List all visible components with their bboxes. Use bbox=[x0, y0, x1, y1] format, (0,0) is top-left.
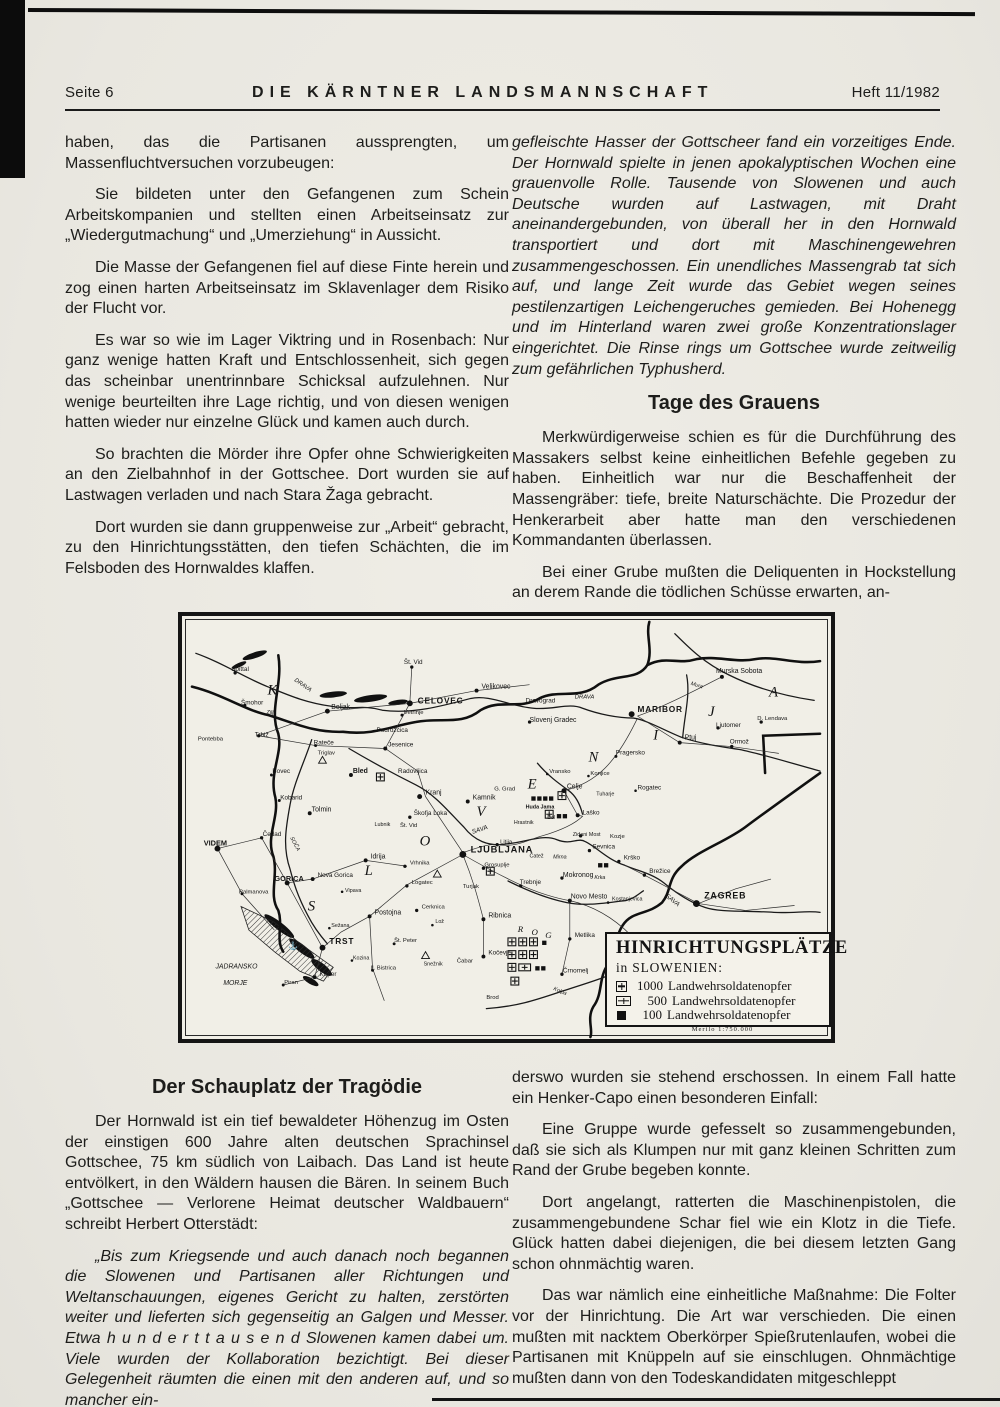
map-city-dot bbox=[629, 711, 635, 717]
map-label: Bovec bbox=[272, 768, 291, 776]
map-label: Kranj bbox=[425, 789, 442, 797]
map-label: MARIBOR bbox=[637, 704, 683, 715]
map-label: Piran bbox=[284, 980, 298, 987]
map-label: S bbox=[307, 898, 316, 915]
map-label: Krško bbox=[623, 854, 641, 862]
scan-artifact-top-line bbox=[28, 8, 975, 16]
paragraph: Bei einer Grube mußten die Deliquenten in Hockstellung an derem Rande die tödlichen Schüsse erwarten, an- bbox=[512, 563, 956, 602]
map-label: Dol bbox=[547, 815, 556, 822]
map-label: E bbox=[527, 776, 538, 793]
map-label: Koper bbox=[319, 971, 337, 979]
execution-site-1000-icon bbox=[509, 964, 515, 970]
map-label: Lubnik bbox=[374, 822, 391, 829]
map-label: Zidani Most bbox=[572, 831, 601, 838]
paragraph: So brachten die Mörder ihre Opfer ohne Schwierigkeiten an den Zielbahnhof in der Gottschee. Dort wurden sie auf Lastwagen verladen und nach Stara Žaga gebracht. bbox=[65, 445, 509, 504]
map-label: Mokronog bbox=[562, 872, 594, 880]
map-city-dot bbox=[341, 891, 344, 894]
map-label: Ormož bbox=[729, 738, 749, 746]
map-label: Hrastnik bbox=[513, 820, 534, 827]
map-label: Slovenj Gradec bbox=[529, 716, 577, 724]
execution-site-100-icon bbox=[542, 941, 546, 945]
execution-site-100-icon bbox=[541, 966, 545, 970]
map-label: Zilja bbox=[266, 710, 277, 717]
map-label: Škofja Loka bbox=[413, 810, 447, 818]
map-city-dot bbox=[643, 873, 646, 876]
map-city-dot bbox=[408, 816, 411, 819]
paragraph: haben, das die Partisanen aussprengten, um Massenfluchtversuchen vorzubeugen: bbox=[65, 134, 509, 172]
execution-site-1000-icon bbox=[531, 939, 537, 945]
map-label: Tuharje bbox=[596, 791, 615, 798]
map-label: Radovljica bbox=[398, 768, 428, 776]
execution-site-100-icon bbox=[537, 796, 541, 800]
legend-label: Landwehrsoldatenopfer bbox=[667, 1007, 791, 1022]
map-label: G bbox=[545, 929, 553, 940]
map-label: Kozje bbox=[610, 833, 625, 840]
execution-site-1000-icon bbox=[520, 952, 526, 958]
legend-count: 500 bbox=[647, 992, 667, 1008]
execution-site-1000-icon bbox=[509, 939, 515, 945]
map-city-dot bbox=[431, 924, 434, 927]
map-label: Lož bbox=[435, 919, 445, 926]
legend-count: 1000 bbox=[637, 978, 663, 993]
map-label: SOČA bbox=[288, 835, 301, 853]
map-label: SAVA bbox=[663, 892, 681, 909]
map-label: Kamnik bbox=[472, 794, 496, 802]
execution-site-100-icon bbox=[543, 796, 547, 800]
legend-row bbox=[616, 979, 829, 994]
map-city-dot bbox=[311, 877, 315, 881]
paragraph: Das war nämlich eine einheitliche Maßnahme: Die Folter vor der Hinrichtung. Die Art war verschieden. Die einen mußten mit nacktem Oberkörper Spießrutenlaufen, wobei die Partisanen mit Knüppeln auf sie einschlugen. Ohnmächtige mußten dann von den Todeskandidaten mitgeschleppt bbox=[512, 1287, 956, 1387]
execution-site-100-icon bbox=[563, 814, 567, 818]
map-city-dot bbox=[325, 709, 330, 714]
square-filled-icon bbox=[617, 1011, 626, 1020]
map-label: Triglav bbox=[317, 750, 335, 757]
section-heading-tage-des-grauens: Tage des Grauens bbox=[648, 392, 820, 415]
map-legend bbox=[605, 932, 848, 1033]
legend-subtitle: in SLOWENIEN: bbox=[616, 960, 723, 975]
map-label: Rateče bbox=[313, 739, 334, 747]
map-label: ZAGREB bbox=[704, 890, 747, 901]
map-label: Podrožčica bbox=[376, 726, 408, 734]
map-label: Sežana bbox=[331, 923, 350, 930]
map-city-dot bbox=[368, 914, 372, 918]
map-label: Mirna bbox=[553, 854, 567, 861]
legend-label: Landwehrsoldatenopfer bbox=[668, 978, 792, 993]
paragraph: Es war so wie im Lager Viktring und in Rosenbach: Nur ganz wenige hatten Kraft und Entschlossenheit, sich gegen das scheinbar unentrinnbare Schicksal aufzulehnen. Nur wenige beurteilten ihre Lage richtig, und von diesen wenigen hatten wieder nur einzelne Glück und kamen auch durch. bbox=[65, 331, 509, 432]
map-label: Murska Sobota bbox=[716, 667, 763, 675]
map-label: G. Grad bbox=[494, 786, 516, 793]
map-city-dot bbox=[481, 917, 485, 921]
map-city-dot bbox=[634, 789, 637, 792]
map-label: N bbox=[588, 749, 600, 766]
map-city-dot bbox=[475, 689, 479, 693]
legend-row bbox=[616, 994, 829, 1009]
map-label: Kočevje bbox=[488, 949, 511, 957]
map-label: O bbox=[531, 926, 539, 937]
map-label: Velikovec bbox=[481, 683, 511, 691]
map-label: Sevnica bbox=[592, 843, 616, 851]
paragraph: Merkwürdigerweise schien es für die Durchführung des Massakers selbst keine einheitlichen Befehle gegeben zu haben. Einheitlich war nur die Beschaffenheit der Massengräber: tiefe, breite Naturschächte. Die Prozedur der Henkerarbeit aber hatte man den verschiedenen Kommandanten überlassen. bbox=[512, 429, 956, 550]
map-city-dot bbox=[403, 865, 406, 868]
map-label: Trebnje bbox=[519, 878, 542, 886]
map-label: V bbox=[476, 804, 487, 821]
paragraph: Eine Gruppe wurde gefesselt so zusammengebunden, daß sie sich als Klumpen nur mit ganz kleinen Schritten zum Rand der Grube begeben konnte. bbox=[512, 1121, 956, 1180]
map-label: Huda Jama bbox=[525, 804, 555, 811]
map-label: Ljutomer bbox=[716, 721, 741, 729]
page-header bbox=[65, 84, 940, 102]
map-label: Krka bbox=[594, 875, 606, 882]
map-city-dot bbox=[364, 858, 368, 862]
map-label: Kostanjevica bbox=[612, 896, 643, 903]
execution-site-100-icon bbox=[598, 863, 602, 867]
map-label: Metlika bbox=[574, 931, 595, 939]
map-label: Grosuplje bbox=[484, 862, 510, 869]
map-label: Cerknica bbox=[421, 904, 445, 911]
mountain-peak-icon bbox=[319, 756, 327, 763]
map-label: J bbox=[708, 704, 716, 721]
map-label: Turjak bbox=[462, 883, 479, 890]
map-label: JADRANSKO bbox=[215, 963, 258, 971]
execution-site-500-icon bbox=[522, 965, 528, 970]
map-city-dot bbox=[313, 975, 317, 979]
scan-artifact-bottom-line bbox=[432, 1398, 1000, 1401]
paragraph-quote-italic: „Bis zum Kriegsende und auch danach noch begannen die Slowenen und Partisanen aller Richtungen und Weltanschauungen, eigenes Gericht zu halten, zerstörten weiter und lieferten sich gegenseitig an Galgen und Messer. Etwa h u n d e r t t a u s e n d Slowenen kamen dabei um. Viele wurden der Kollaboration bezichtigt. Bei dieser Gelegenheit räumten die einen mit den anderen auf, und so mancher ein- bbox=[65, 1247, 509, 1407]
legend-row bbox=[616, 1008, 829, 1023]
execution-site-1000-icon bbox=[520, 939, 526, 945]
right-column-top bbox=[512, 133, 956, 615]
map-city-dot bbox=[481, 955, 485, 959]
map-city-dot bbox=[720, 675, 724, 679]
square-plus-large-icon bbox=[616, 981, 627, 992]
map-label: Idrija bbox=[370, 853, 386, 861]
legend-count: 100 bbox=[642, 1007, 662, 1022]
map-label: Čatež bbox=[529, 853, 544, 860]
execution-site-1000-icon bbox=[531, 952, 537, 958]
left-column-top bbox=[65, 133, 509, 590]
map-label: L bbox=[364, 863, 374, 880]
paragraph: derswo wurden sie stehend erschossen. In einem Fall hatte ein Henker-Capo einen besonderen Einfall: bbox=[512, 1069, 956, 1107]
map-label: DRAVA bbox=[574, 694, 595, 701]
map-label: CELOVEC bbox=[417, 695, 464, 706]
scan-artifact-left-bar bbox=[0, 0, 25, 178]
issue-label: Heft 11/1982 bbox=[851, 84, 940, 101]
map-label: GORICA bbox=[274, 873, 304, 883]
map-city-dot bbox=[588, 849, 591, 852]
map-label: I bbox=[653, 727, 659, 744]
map-label: Litija bbox=[500, 839, 513, 846]
map-city-dot bbox=[678, 741, 682, 745]
map-label: Št. Peter bbox=[394, 937, 417, 944]
map-label: Beljak bbox=[331, 704, 351, 712]
map-city-dot bbox=[328, 927, 331, 930]
map-label: Postojna bbox=[374, 909, 402, 917]
map-city-dot bbox=[568, 937, 571, 940]
map-label: Čedad bbox=[262, 830, 282, 838]
map-city-dot bbox=[546, 773, 549, 776]
map-label: Pontebba bbox=[197, 736, 223, 743]
map-label: R bbox=[517, 924, 524, 935]
map-label: Vipava bbox=[345, 887, 362, 894]
map-label: Kolpa bbox=[552, 986, 568, 997]
paragraph-italic: gefleischte Hasser der Gottscheer fand ein vorzeitiges Ende. Der Hornwald spielte in jenen apokalyptischen Wochen eine grauenvolle Rolle. Tausende von Slowenen und auch Deutsche wurden auf Lastwagen, mit Draht aneinandergebunden, von überall her in den Hornwald transportiert und dort mit Maschinengewehren zusammengeschossen. Ein unendliches Massengrab tat sich auf, und lange Zeit wurde das Gebiet wegen seines pestilenzartigen Leichengeruches gemieden. Bei Hohenegg und im Hinterland waren zwei große Konzentrationslager eingerichtet. Die Rinse rings um Gottschee wurde zeitweilig zum gefährlichen Typhusherd. bbox=[512, 134, 956, 378]
map-label: A bbox=[769, 684, 779, 701]
execution-site-100-icon bbox=[604, 863, 608, 867]
map-label: Čabar bbox=[456, 958, 473, 965]
map-city-dot bbox=[607, 901, 610, 904]
map-label: MORJE bbox=[223, 980, 248, 988]
map-label: Ribnica bbox=[488, 912, 512, 920]
map-label: Šmohor bbox=[241, 699, 264, 707]
execution-site-100-icon bbox=[531, 796, 535, 800]
map-label: K bbox=[267, 682, 279, 699]
map-label: Kobarid bbox=[280, 794, 303, 802]
map-label: Tolmin bbox=[311, 806, 332, 814]
execution-site-100-icon bbox=[535, 966, 539, 970]
map-label: VIDEM bbox=[203, 838, 228, 848]
mountain-peak-icon bbox=[422, 952, 430, 959]
anchor-icon: ⚓ bbox=[288, 941, 298, 951]
map-label: Pragersko bbox=[615, 749, 645, 757]
publication-title: DIE KÄRNTNER LANDSMANNSCHAFT bbox=[252, 84, 714, 101]
map-label: O bbox=[419, 833, 432, 850]
map-label: Trbiž bbox=[254, 731, 269, 739]
paragraph: Der Hornwald ist ein tief bewaldeter Höhenzug im Osten der einstigen 600 Jahre alten deutschen Sprachinsel Gottschee, 75 km südlich von Laibach. Das Land ist heute entvölkert, in den Wäldern hausen die Bären. In seinem Buch „Gottschee — Verlorene Heimat deutscher Waldbauern“ schreibt Herbert Otterstädt: bbox=[65, 1113, 509, 1233]
map-label: Palmanova bbox=[239, 889, 269, 896]
map-label: Novo Mesto bbox=[570, 893, 608, 901]
left-column-bottom bbox=[65, 1068, 509, 1407]
map-label: Konjice bbox=[590, 770, 610, 777]
map-city-dot bbox=[459, 851, 466, 858]
map-label: Mura bbox=[689, 680, 704, 691]
map-label: LJUBLJANA bbox=[470, 844, 534, 855]
map-label: Brod bbox=[486, 994, 499, 1001]
execution-site-100-icon bbox=[557, 814, 561, 818]
map-label: Vrhnika bbox=[409, 860, 430, 867]
mountain-peak-icon bbox=[433, 870, 441, 877]
map-label: Il. Bistrica bbox=[370, 965, 397, 972]
paragraph: Die Masse der Gefangenen fiel auf diese Finte herein und zog einen harten Arbeitseinsatz im Sklavenlager dem Risiko der Flucht vor. bbox=[65, 258, 509, 318]
map-hinrichtungsplaetze-slowenien bbox=[178, 612, 848, 1043]
map-label: Celje bbox=[566, 783, 583, 791]
execution-site-1000-icon bbox=[559, 793, 565, 799]
map-label: Št. Vid bbox=[403, 659, 423, 667]
map-city-dot bbox=[320, 945, 326, 951]
map-label: Vetrinje bbox=[403, 710, 424, 717]
map-city-dot bbox=[415, 909, 418, 912]
map-city-dot bbox=[417, 794, 422, 799]
header-rule bbox=[65, 109, 940, 111]
square-plus-wide-icon bbox=[616, 996, 631, 1006]
map-label: Laško bbox=[582, 809, 600, 817]
map-label: SAVA bbox=[471, 824, 489, 836]
map-label: Dravograd bbox=[525, 697, 556, 705]
legend-label: Landwehrsoldatenopfer bbox=[672, 992, 796, 1008]
map-label: Črnomelj bbox=[562, 967, 589, 975]
map-label: Vransko bbox=[549, 769, 571, 776]
page-number: Seite 6 bbox=[65, 84, 114, 101]
map-city-dot bbox=[617, 860, 620, 863]
map-label: Bled bbox=[352, 768, 368, 776]
map-city-dot bbox=[576, 813, 580, 817]
map-label: Nova Gorica bbox=[317, 872, 353, 880]
map-label: Jesenice bbox=[388, 741, 414, 749]
paragraph: Dort wurden sie dann gruppenweise zur „Arbeit“ gebracht, zu den Hinrichtungsstätten, den tiefen Schächten, die im Felsboden des Hornwaldes klaffen. bbox=[65, 518, 509, 577]
right-column-bottom bbox=[512, 1068, 956, 1400]
map-city-dot bbox=[407, 700, 413, 706]
map-label: Logatec bbox=[411, 879, 433, 886]
map-label: Rogatec bbox=[637, 784, 662, 792]
map-label: D. Lendava bbox=[757, 716, 788, 723]
map-label: TRST bbox=[329, 935, 355, 946]
map-city-dot bbox=[466, 800, 470, 804]
legend-scale: Merilo 1:750.000 bbox=[691, 1025, 754, 1033]
execution-site-1000-icon bbox=[512, 978, 518, 984]
legend-rows bbox=[616, 979, 829, 1023]
map-city-dot bbox=[383, 747, 387, 751]
execution-site-1000-icon bbox=[487, 868, 493, 874]
paragraph: Sie bildeten unter den Gefangenen zum Schein Arbeitskompanien und stellten einen Arbeitseinsatz zur „Wiedergutmachung“ und „Umerziehung“ in Aussicht. bbox=[65, 186, 509, 245]
map-city-dot bbox=[405, 884, 408, 887]
legend-title: HINRICHTUNGSPLÄTZE bbox=[616, 938, 848, 958]
map-label: DRAVA bbox=[292, 677, 313, 694]
map-label: Brežice bbox=[649, 868, 671, 876]
execution-site-100-icon bbox=[549, 796, 553, 800]
map-label: Snežnik bbox=[423, 961, 443, 968]
map-city-dot bbox=[693, 900, 700, 907]
map-label: Ptuj bbox=[684, 734, 697, 742]
execution-site-1000-icon bbox=[377, 774, 383, 780]
map-label: Spittal bbox=[231, 665, 249, 673]
map-city-dot bbox=[587, 775, 590, 778]
section-heading-schauplatz: Der Schauplatz der Tragödie bbox=[151, 1076, 423, 1098]
map-label: Kozina bbox=[352, 955, 370, 962]
map-label: Št. Vid bbox=[400, 823, 418, 830]
paragraph: Dort angelangt, ratterten die Maschinenpistolen, die zusammengebundene Schar fiel wie ein Klotz in die Tiefe. Glück hatten dabei diejenigen, die bei diesem letzten Gang schon ohnmächtig waren. bbox=[512, 1193, 956, 1273]
